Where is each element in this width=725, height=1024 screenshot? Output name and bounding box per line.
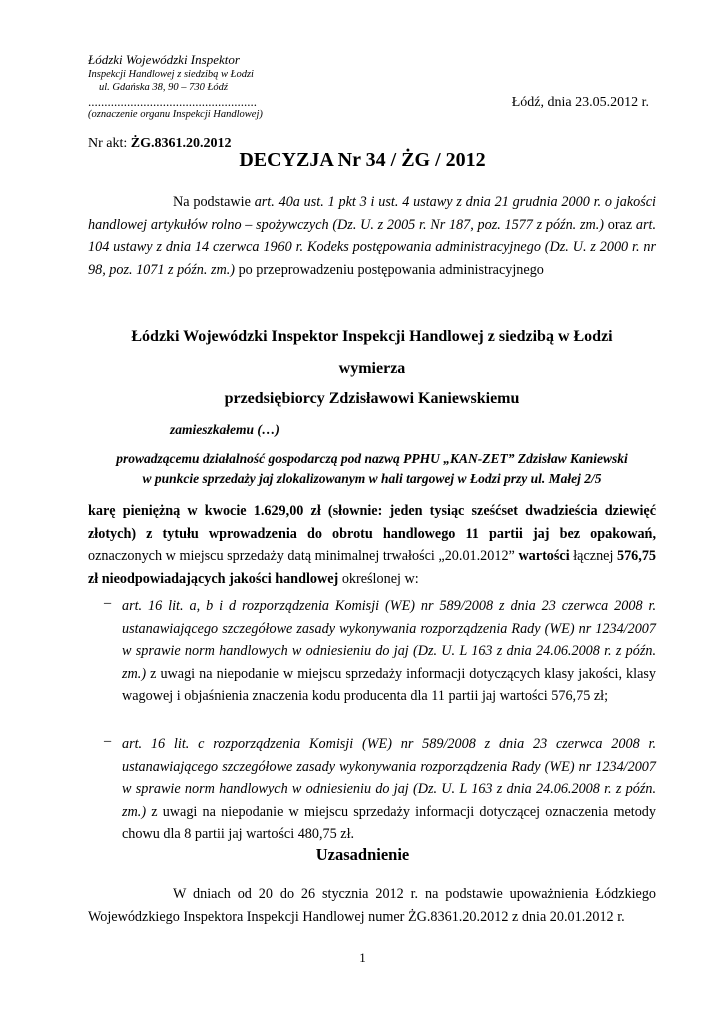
penalty-value-label: wartości bbox=[518, 548, 570, 564]
justification-text: W dniach od 20 do 26 stycznia 2012 r. na podstawie upoważnienia Łódzkiego Wojewódzkiego Inspektora Inspekcji Handlowej numer ŻG.8361.20.2012 z dnia 20.01.2012 r. bbox=[88, 886, 656, 925]
addressee-business-line-1: prowadzącemu działalność gospodarczą pod nazwą PPHU „KAN-ZET” Zdzisław Kaniewski bbox=[116, 451, 628, 466]
legal-basis-paragraph bbox=[88, 191, 656, 281]
intro-text-1: Na podstawie bbox=[173, 194, 255, 210]
list-item bbox=[88, 595, 656, 708]
list-item-text bbox=[122, 595, 656, 708]
addressee-business-line-2: w punkcie sprzedaży jaj zlokalizowanym w hali targowej w Łodzi przy ul. Małej 2/5 bbox=[142, 471, 602, 486]
list-item-legal-ref: art. 16 lit. a, b i d rozporządzenia Komisji (WE) nr 589/2008 z dnia 23 czerwca 2008 r. ustanawiającego szczegółowe zasady wykonywania rozporządzenia Rady (WE) nr 1234/2007 w sprawie norm handlowych w odniesieniu do jaj (Dz. U. L 163 z dnia 24.06.2008 r. z późn. zm.) bbox=[122, 598, 656, 682]
addressee-business bbox=[88, 449, 656, 489]
case-number-label: Nr akt: bbox=[88, 136, 131, 151]
issuing-authority: Łódzki Wojewódzki Inspektor Inspekcji Handlowej z siedzibą w Łodzi bbox=[131, 328, 613, 345]
decision-verb: wymierza bbox=[338, 360, 406, 377]
page-title: DECYZJA Nr 34 / ŻG / 2012 bbox=[239, 149, 486, 171]
case-number-value: ŻG.8361.20.2012 bbox=[130, 136, 232, 151]
header-organ-address: ul. Gdańska 38, 90 – 730 Łódź bbox=[99, 82, 228, 93]
penalty-amount: karę pieniężną w kwocie 1.629,00 zł (słownie: jeden tysiąc sześćset dwadzieścia dziewięć złotych) z tytułu wprowadzenia do obrotu handlowego 11 partii jaj bez opakowań, bbox=[88, 503, 656, 542]
intro-text-3: po przeprowadzeniu postępowania administracyjnego bbox=[235, 261, 544, 278]
penalty-text-3: określonej w: bbox=[338, 570, 419, 587]
header-organ-caption: (oznaczenie organu Inspekcji Handlowej) bbox=[88, 109, 263, 120]
header-organ-seat: Inspekcji Handlowej z siedzibą w Łodzi bbox=[88, 69, 254, 80]
list-item-text bbox=[122, 733, 656, 846]
penalty-text-1: oznaczonych w miejscu sprzedaży datą minimalnej trwałości „20.01.2012” bbox=[88, 548, 519, 564]
page-number: 1 bbox=[359, 950, 366, 965]
list-item-reason: z uwagi na niepodanie w miejscu sprzedaży informacji dotyczącej oznaczenia metody chowu dla 8 partii jaj wartości 480,75 zł. bbox=[122, 803, 656, 842]
addressee-residence: zamieszkałemu (…) bbox=[170, 422, 280, 437]
penalty-value: 576,75 zł nieodpowiadających jakości handlowej bbox=[88, 548, 656, 587]
justification-paragraph bbox=[88, 883, 656, 928]
dash-bullet-icon: – bbox=[104, 595, 112, 611]
header-dotted-line: .................................................... bbox=[88, 94, 257, 109]
penalty-paragraph bbox=[88, 500, 656, 590]
justification-heading: Uzasadnienie bbox=[315, 845, 410, 864]
header-organ-name: Łódzki Wojewódzki Inspektor bbox=[88, 52, 240, 67]
list-item-legal-ref: art. 16 lit. c rozporządzenia Komisji (WE) nr 589/2008 z dnia 23 czerwca 2008 r. ustanawiającego szczegółowe zasady wykonywania rozporządzenia Rady (WE) nr 1234/2007 w sprawie norm handlowych w odniesieniu do jaj (Dz. U. L 163 z dnia 24.06.2008 r. z późn. zm.) bbox=[122, 736, 656, 820]
intro-legal-ref-1: art. 40a ust. 1 pkt 3 i ust. 4 ustawy z dnia 21 grudnia 2000 r. o jakości handlowej artykułów rolno – spożywczych (Dz. U. z 2005 r. Nr 187, poz. 1577 z późn. zm.) bbox=[88, 194, 656, 233]
intro-legal-ref-2: art. 104 ustawy z dnia 14 czerwca 1960 r. Kodeks postępowania administracyjnego (Dz. U. z 2000 r. nr 98, poz. 1071 z późn. zm.) bbox=[88, 216, 656, 278]
dash-bullet-icon: – bbox=[104, 733, 112, 749]
document-date: Łódź, dnia 23.05.2012 r. bbox=[511, 95, 649, 110]
list-item-reason: z uwagi na niepodanie w miejscu sprzedaży informacji dotyczących klasy jakości, klasy wagowej i objaśnienia znaczenia kodu producenta dla 11 partii jaj wartości 576,75 zł; bbox=[122, 665, 656, 704]
intro-text-2: oraz bbox=[604, 216, 636, 233]
penalty-text-2: łącznej bbox=[569, 548, 617, 564]
list-item bbox=[88, 733, 656, 846]
addressee-name: przedsiębiorcy Zdzisławowi Kaniewskiemu bbox=[224, 390, 520, 407]
